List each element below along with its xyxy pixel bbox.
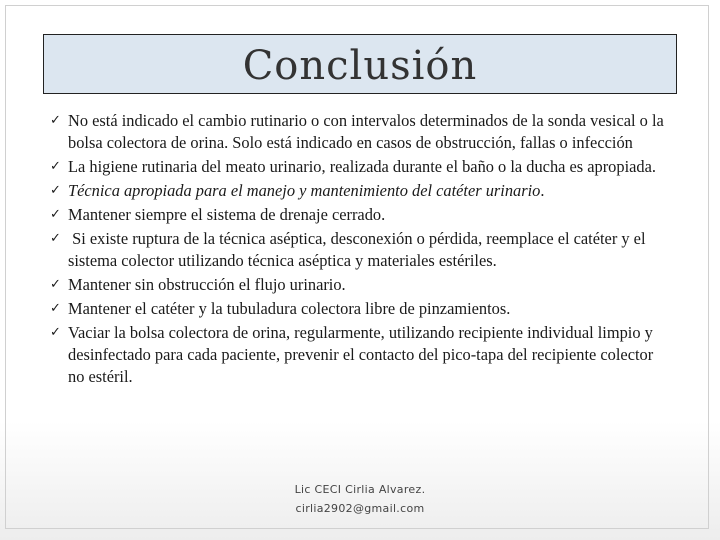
bullet-item — [50, 274, 670, 296]
bullet-item — [50, 228, 670, 272]
slide-footer — [240, 480, 480, 518]
checkmark-icon: ✓ — [50, 183, 61, 198]
bullet-item — [50, 110, 670, 154]
slide-title: Conclusión — [242, 43, 478, 89]
bullet-text: Mantener el catéter y la tubuladura colectora libre de pinzamientos. — [68, 299, 511, 318]
checkmark-icon: ✓ — [50, 301, 61, 316]
bullet-item — [50, 180, 670, 202]
bullet-item — [50, 156, 670, 178]
checkmark-icon: ✓ — [50, 159, 61, 174]
bullet-text: Si existe ruptura de la técnica aséptica, desconexión o pérdida, reemplace el catéter y el sistema colector utilizando técnica aséptica y materiales estériles. — [68, 229, 650, 270]
bullet-item — [50, 298, 670, 320]
checkmark-icon: ✓ — [50, 207, 61, 222]
footer-email: cirlia2902@gmail.com — [295, 502, 425, 515]
bullet-text: Vaciar la bolsa colectora de orina, regularmente, utilizando recipiente individual limpio y desinfectado para cada paciente, prevenir el contacto del pico-tapa del recipiente colector no estéril. — [68, 323, 654, 386]
footer-author: Lic CECI Cirlia Alvarez. — [294, 483, 426, 496]
bullet-list — [50, 110, 670, 390]
title-box — [43, 34, 677, 94]
checkmark-icon: ✓ — [50, 113, 61, 128]
checkmark-icon: ✓ — [50, 277, 61, 292]
bullet-item — [50, 204, 670, 226]
bullet-text: Mantener siempre el sistema de drenaje cerrado. — [68, 205, 386, 224]
checkmark-icon: ✓ — [50, 231, 61, 246]
bullet-text-suffix: . — [540, 181, 545, 200]
checkmark-icon: ✓ — [50, 325, 61, 340]
bullet-text: Mantener sin obstrucción el flujo urinario. — [68, 275, 346, 294]
bullet-text: La higiene rutinaria del meato urinario, realizada durante el baño o la ducha es apropiada. — [68, 157, 656, 176]
bullet-item — [50, 322, 670, 388]
bullet-text-italic: Técnica apropiada para el manejo y mantenimiento del catéter urinario — [68, 181, 541, 200]
bullet-text: No está indicado el cambio rutinario o con intervalos determinados de la sonda vesical o la bolsa colectora de orina. Solo está indicado en casos de obstrucción, fallas o infección — [68, 111, 664, 152]
bullet-text-wrapper — [68, 180, 670, 202]
